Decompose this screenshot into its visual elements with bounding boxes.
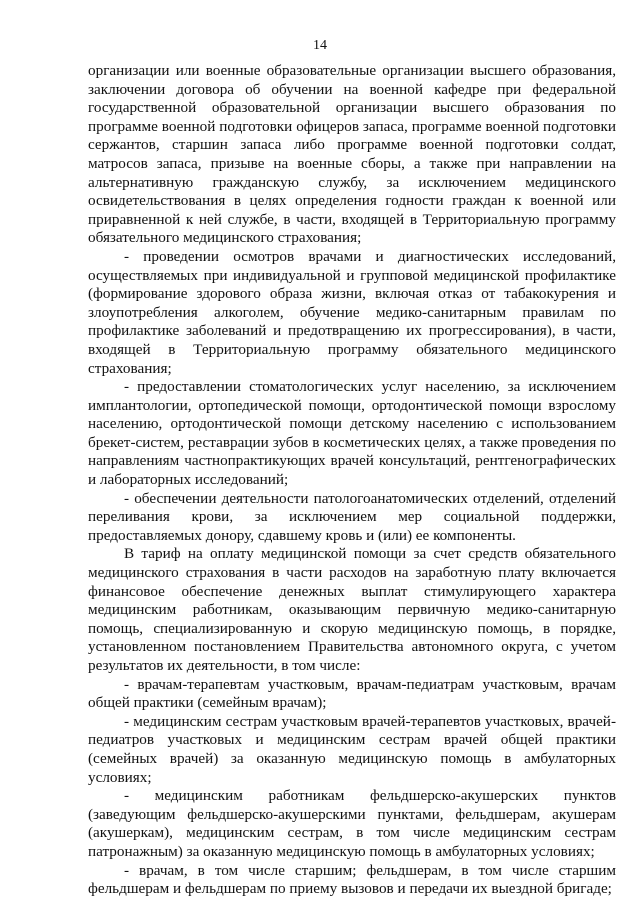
paragraph-tariff: В тариф на оплату медицинской помощи за счет средств обязательного медицинского страхования в части расходов на заработную плату включается финансовое обеспечение денежных выплат стимулирующего характера медицинским работникам, оказывающим первичную медико-санитарную помощь, специализированную и скорую медицинскую помощь, в порядке, установленном постановлением Правительства автономного округа, с учетом результатов их деятельности, в том числе:: [88, 545, 616, 674]
list-item-dental-services: - предоставлении стоматологических услуг населению, за исключением имплантологии, ортопедической помощи, ортодонтической помощи взрослому населению, ортодонтической помощи детскому населению с использованием брекет-систем, реставрации зубов в косметических целях, а также проведения по направлениям частнопрактикующих врачей консультаций, рентгенографических и лабораторных исследований;: [88, 378, 616, 489]
list-item-pathology-departments: - обеспечении деятельности патологоанатомических отделений, отделений переливания крови, за исключением мер социальной поддержки, предоставляемых донору, сдавшему кровь и (или) ее компоненты.: [88, 489, 616, 544]
list-item-emergency-staff: - врачам, в том числе старшим; фельдшерам, в том числе старшим фельдшерам и фельдшерам по приему вызовов и передачи их выездной бригаде;: [88, 861, 616, 898]
list-item-district-nurses: - медицинским сестрам участковым врачей-терапевтов участковых, врачей-педиатров участковых и медицинским сестрам врачей общей практики (семейных врачей) за оказанную медицинскую помощь в амбулаторных условиях;: [88, 712, 616, 786]
paragraph-continuation: организации или военные образовательные организации высшего образования, заключении договора об обучении на военной кафедре при федеральной государственной образовательной организации высшего образования по программе военной подготовки офицеров запаса, программе военной подготовки сержантов, старшин запаса либо программе военной подготовки солдат, матросов запаса, призыве на военные сборы, а также при направлении на альтернативную гражданскую службу, за исключением медицинского освидетельствования в целях определения годности граждан к военной или приравненной к ней службе, в части, входящей в Территориальную программу обязательного медицинского страхования;: [88, 62, 616, 247]
document-body: [88, 62, 616, 899]
list-item-feldsher-points: - медицинским работникам фельдшерско-акушерских пунктов (заведующим фельдшерско-акушерскими пунктами, фельдшерам, акушерам (акушеркам), медицинским сестрам, в том числе медицинским сестрам патронажным) за оказанную медицинскую помощь в амбулаторных условиях;: [88, 787, 616, 860]
list-item-preventive-exams: - проведении осмотров врачами и диагностических исследований, осуществляемых при индивидуальной и групповой медицинской профилактике (формирование здорового образа жизни, включая отказ от табакокурения и злоупотребления алкоголем, обучение медико-санитарным правилам по профилактике заболеваний и предотвращению их прогрессирования), в части, входящей в Территориальную программу обязательного медицинского страхования;: [88, 247, 616, 377]
page-number: 14: [313, 38, 327, 53]
list-item-district-doctors: - врачам-терапевтам участковым, врачам-педиатрам участковым, врачам общей практики (семейным врачам);: [88, 675, 616, 712]
